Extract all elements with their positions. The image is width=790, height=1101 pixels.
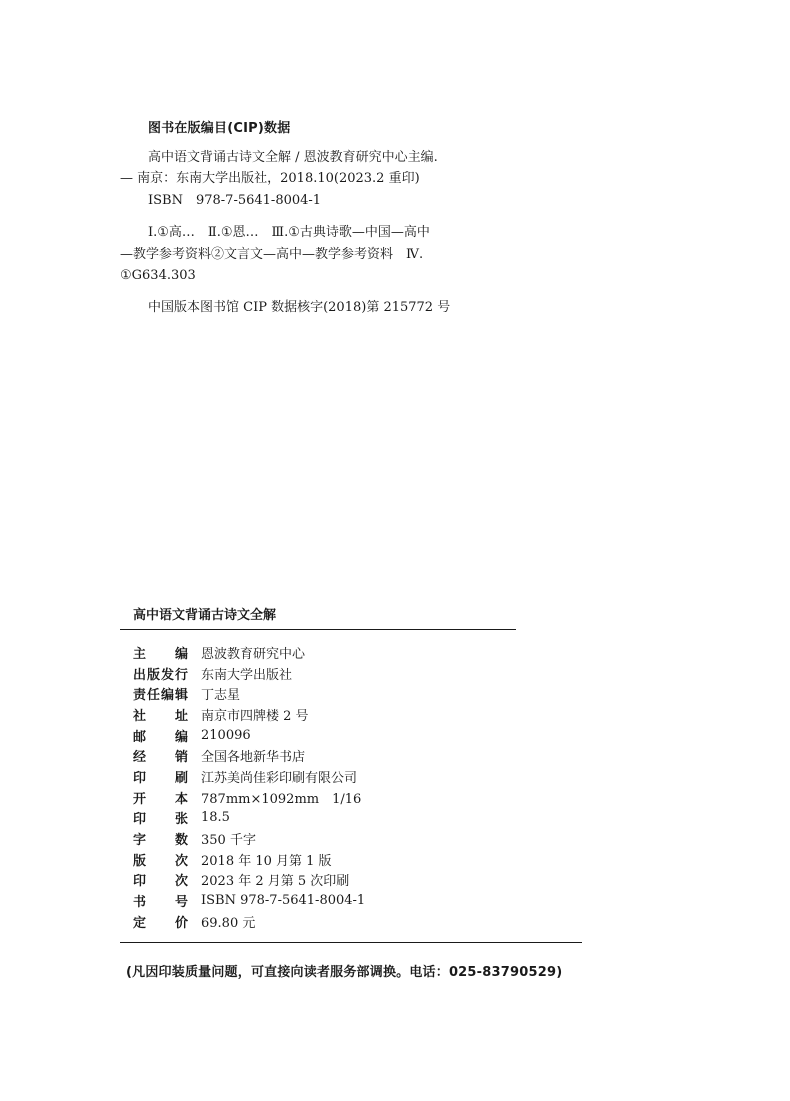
colophon-row-isbn (133, 890, 365, 911)
colophon-row-format (133, 787, 365, 808)
colophon-row-distributor (133, 745, 365, 766)
cip-line-title: 高中语文背诵古诗文全解 / 恩波教育研究中心主编. (148, 150, 438, 165)
row-value: 2018 年 10 月第 1 版 (201, 853, 332, 869)
colophon-row-printer (133, 766, 365, 787)
cip-line-subjects-2: —教学参考资料②文言文—高中—教学参考资料 Ⅳ. (120, 247, 424, 262)
divider-bottom (120, 942, 582, 943)
row-value: 丁志星 (201, 688, 241, 704)
row-label: 印 张 (133, 812, 188, 828)
row-value: 南京市四牌楼 2 号 (201, 708, 309, 724)
row-value: 350 千字 (201, 833, 256, 849)
row-label: 开 本 (133, 791, 188, 807)
colophon-row-edition (133, 849, 365, 870)
row-label: 出 版 发 行 (133, 667, 188, 683)
cip-line-publisher: — 南京：东南大学出版社，2018.10(2023.2 重印) (120, 171, 420, 186)
colophon-row-responsible-editor (133, 683, 365, 704)
cip-line-subjects-1: Ⅰ.①高… Ⅱ.①恩… Ⅲ.①古典诗歌—中国—高中 (148, 225, 430, 240)
row-label: 主 编 (133, 646, 188, 662)
colophon-row-postcode (133, 725, 365, 746)
row-label: 字 数 (133, 833, 188, 849)
colophon-row-price (133, 911, 365, 932)
row-value: 210096 (201, 727, 251, 743)
cip-line-isbn: ISBN 978-7-5641-8004-1 (148, 193, 322, 208)
colophon-row-address (133, 704, 365, 725)
colophon-row-sheets (133, 808, 365, 829)
row-value: 全国各地新华书店 (201, 750, 306, 766)
row-label: 版 次 (133, 853, 188, 869)
row-value: 江苏美尚佳彩印刷有限公司 (201, 770, 358, 786)
row-label: 邮 编 (133, 729, 188, 745)
colophon-row-publisher (133, 663, 365, 684)
row-label: 印 次 (133, 874, 188, 890)
row-value: 恩波教育研究中心 (201, 646, 306, 662)
cip-line-classification: ①G634.303 (120, 268, 196, 283)
divider-top (120, 629, 516, 630)
colophon-row-editor (133, 642, 365, 663)
colophon-row-printing (133, 870, 365, 891)
colophon-info-list (133, 642, 365, 932)
row-value: 东南大学出版社 (201, 667, 293, 683)
row-value: 2023 年 2 月第 5 次印刷 (201, 874, 350, 890)
colophon-row-word-count (133, 828, 365, 849)
row-label: 责 任 编 辑 (133, 688, 188, 704)
cip-heading: 图书在版编目(CIP)数据 (148, 121, 291, 136)
row-label: 经 销 (133, 750, 188, 766)
row-value: ISBN 978-7-5641-8004-1 (201, 893, 366, 909)
row-label: 印 刷 (133, 770, 188, 786)
row-value: 18.5 (201, 810, 230, 826)
row-label: 书 号 (133, 895, 188, 911)
service-notice: (凡因印装质量问题，可直接向读者服务部调换。电话：025-83790529) (126, 965, 563, 980)
row-value: 69.80 元 (201, 915, 256, 931)
book-title: 高中语文背诵古诗文全解 (133, 608, 277, 623)
cip-line-record-number: 中国版本图书馆 CIP 数据核字(2018)第 215772 号 (148, 300, 451, 315)
row-value: 787mm×1092mm 1/16 (201, 791, 362, 807)
row-label: 定 价 (133, 915, 188, 931)
row-label: 社 址 (133, 708, 188, 724)
